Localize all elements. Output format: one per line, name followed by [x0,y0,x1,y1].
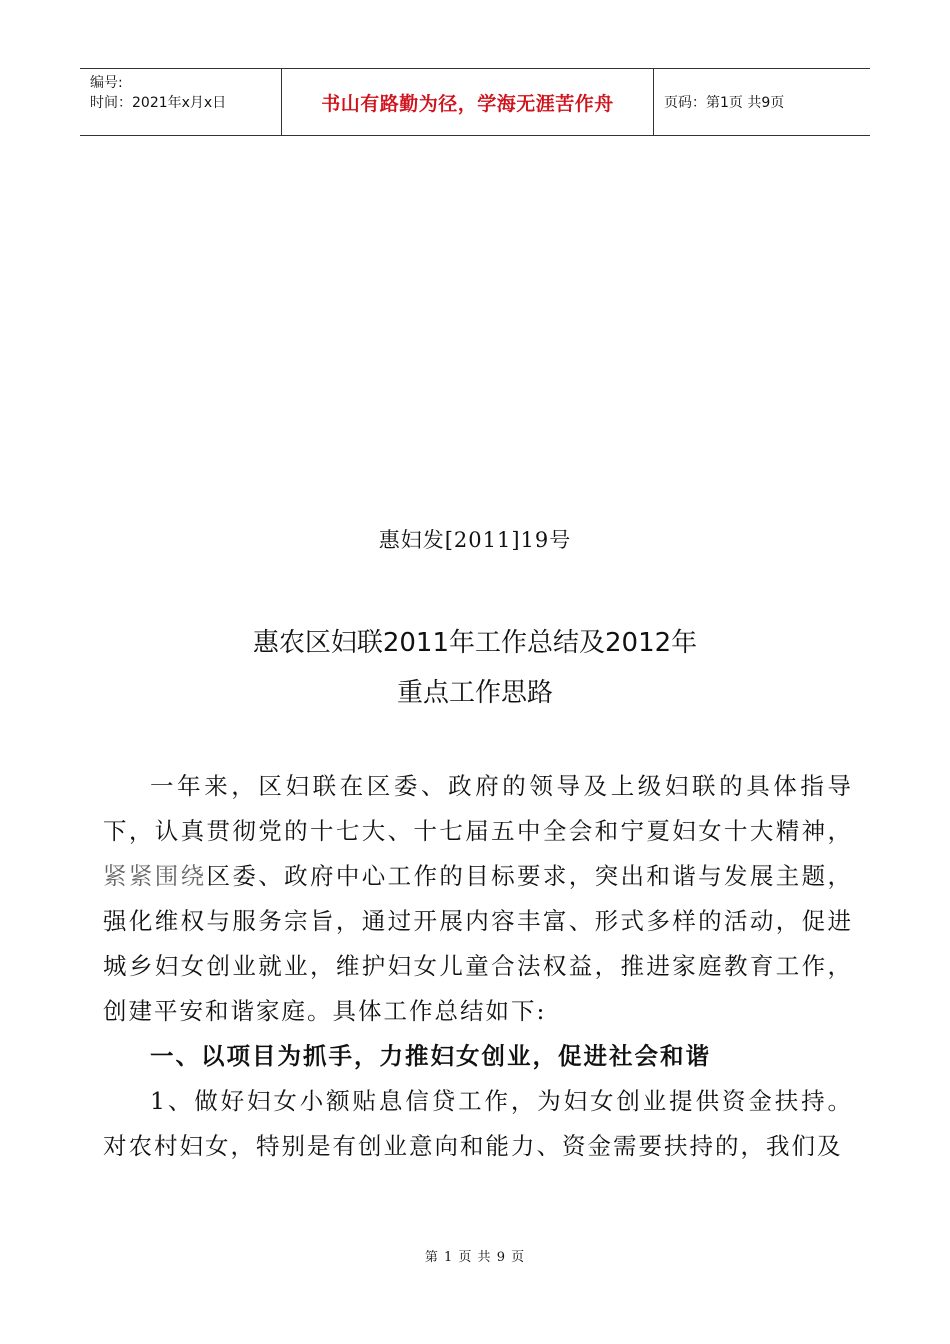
document-number: 惠妇发[2011]19号 [378,528,572,552]
title-line-2: 重点工作思路 [396,678,553,708]
page-header [80,68,870,136]
paragraph-intro [103,764,853,1034]
title-line-1: 惠农区妇联2011年工作总结及2012年 [252,628,698,658]
header-page-info: 页码：第1页 共9页 [664,95,785,111]
page-footer: 第 1 页 共 9 页 [424,1250,526,1265]
intro-text-c: 区委、政府中心工作的目标要求，突出和谐与发展主题，强化维权与服务宗旨，通过开展内容丰富、形式多样的活动，促进城乡妇女创业就业，维护妇女儿童合法权益，推进家庭教育工作，创建平安和谐家庭。具体工作总结如下: [103,862,853,1025]
document-title [0,618,950,718]
header-motto: 书山有路勤为径，学海无涯苦作舟 [282,69,654,135]
intro-text-a: 一年来，区妇联在区委、政府的领导及上级妇联的具体指导下，认真贯彻党的十七大、十七届五中全会和宁夏妇女十大精神， [103,772,853,845]
header-meta [80,69,282,135]
time-label: 时间：2021年x月x日 [90,95,227,111]
document-body [103,764,853,1169]
paragraph-item-1: 1、做好妇女小额贴息信贷工作，为妇女创业提供资金扶持。对农村妇女，特别是有创业意向和能力、资金需要扶持的，我们及 [103,1087,853,1160]
intro-text-b: 紧紧围绕 [103,862,207,890]
number-label: 编号: [90,75,123,91]
section-heading-1: 一、以项目为抓手，力推妇女创业，促进社会和谐 [150,1042,711,1070]
